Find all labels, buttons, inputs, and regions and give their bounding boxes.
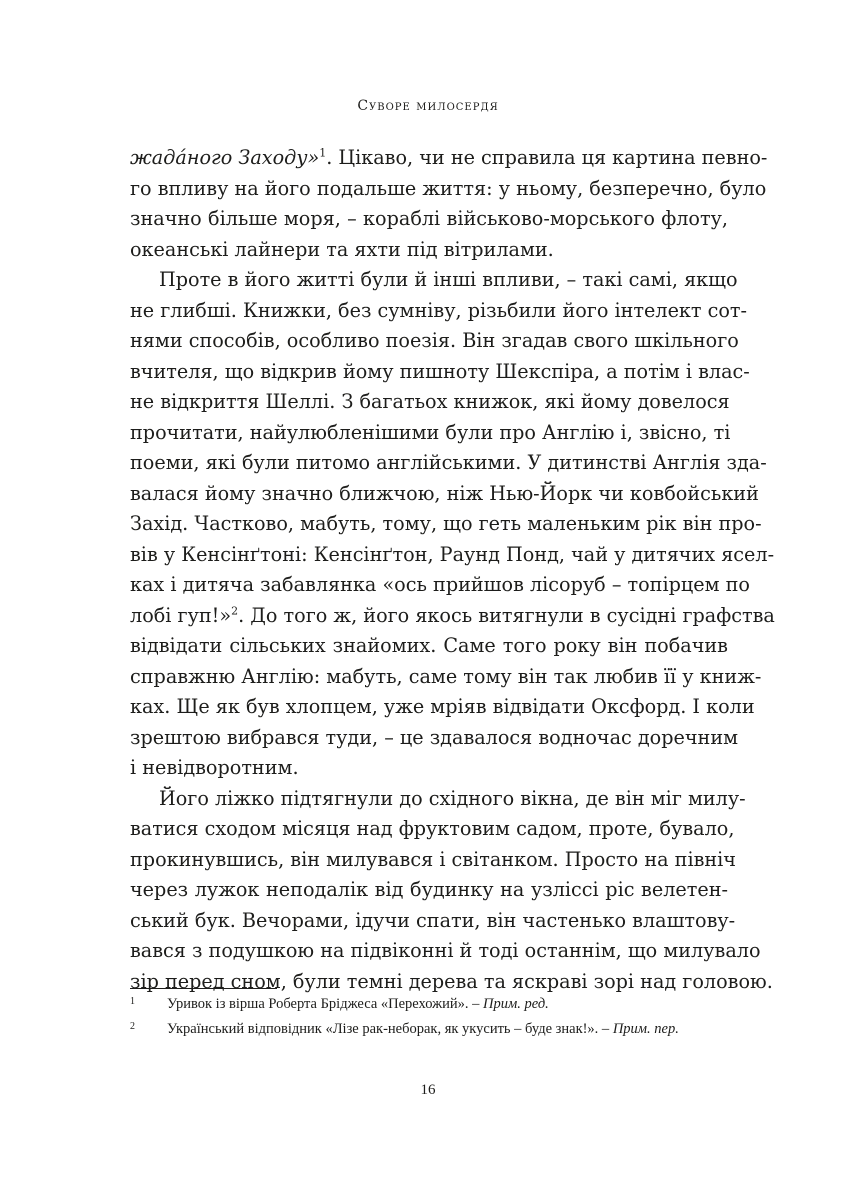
text-line: вів у Кенсінґтоні: Кенсінґтон, Раунд Понд, чай у дитячих ясел-	[130, 542, 775, 566]
text-line: справжню Англію: мабуть, саме тому він так любив її у книж-	[130, 664, 762, 688]
text-line: прочитати, найулюбленішими були про Англію і, звісно, ті	[130, 420, 731, 444]
text-line	[130, 601, 775, 632]
text-line: прокинувшись, він милувався і світанком. Просто на північ	[130, 847, 736, 871]
footnote-ref-2[interactable]: 2	[231, 604, 239, 618]
text-line	[130, 143, 768, 174]
text-line: нями способів, особливо поезія. Він згадав свого шкільного	[130, 329, 739, 352]
text-line: і невідворотним.	[130, 756, 299, 779]
text-line: зрештою вибрався туди, – це здавалося водночас доречним	[130, 725, 739, 749]
text-fragment: . Цікаво, чи не справила ця картина певно-	[326, 146, 768, 169]
italic-quote: жада́ного Заходу»	[130, 146, 320, 169]
text-line: Захід. Частково, мабуть, тому, що геть маленьким рік він про-	[130, 512, 762, 535]
text-line: го впливу на його подальше життя: у ньому, безперечно, було	[130, 176, 767, 200]
text-line: Його ліжко підтягнули до східного вікна, де він міг милу-	[159, 786, 746, 810]
text-line: Проте в його житті були й інші впливи, – такі самі, якщо	[159, 268, 738, 291]
text-line: значно більше моря, – кораблі військово-морського флоту,	[130, 207, 728, 230]
text-line: зір перед сном, були темні дерева та яскраві зорі над головою.	[130, 969, 773, 993]
footnote-text: Уривок із вірша Роберта Бріджеса «Перехожий». –	[167, 996, 484, 1012]
paragraph-1	[130, 143, 768, 265]
text-line: валася йому значно ближчою, ніж Нью-Йорк чи ковбойський	[130, 481, 759, 505]
footnote-number: 1	[130, 996, 135, 1007]
text-line: океанські лайнери та яхти під вітрилами.	[130, 237, 554, 261]
footnote-number: 2	[130, 1021, 135, 1032]
text-fragment: . До того ж, його якось витягнули в сусідні графства	[238, 603, 775, 627]
footnote-2	[130, 1019, 730, 1040]
text-line: ватися сходом місяця над фруктовим садом, проте, бувало,	[130, 817, 735, 840]
main-text	[130, 143, 775, 997]
text-line: ках і дитяча забавлянка «ось прийшов лісоруб – топірцем по	[130, 573, 750, 596]
text-line: ках. Ще як був хлопцем, уже мріяв відвідати Оксфорд. І коли	[130, 695, 755, 718]
footnote-editor-note: Прим. ред.	[483, 996, 549, 1012]
text-line: через лужок неподалік від будинку на узліссі ріс велетен-	[130, 878, 728, 901]
text-line: ський бук. Вечорами, ідучи спати, він частенько влаштову-	[130, 908, 736, 932]
paragraph-2	[130, 265, 775, 784]
footnote-ref-1[interactable]: 1	[319, 146, 327, 160]
footnotes	[130, 994, 730, 1044]
text-fragment: лобі гуп!»	[130, 603, 232, 627]
text-line: поеми, які були питомо англійськими. У дитинстві Англія зда-	[130, 451, 767, 474]
text-line: не глибші. Книжки, без сумніву, різьбили його інтелект сот-	[130, 298, 748, 322]
footnote-translator-note: Прим. пер.	[612, 1021, 679, 1037]
paragraph-3	[130, 784, 773, 998]
text-line: відвідати сільських знайомих. Саме того року він побачив	[130, 634, 728, 657]
footnote-text: Український відповідник «Лізе рак-неборак, як укусить – буде знак!». –	[167, 1021, 613, 1037]
text-line: не відкриття Шеллі. З багатьох книжок, які йому довелося	[130, 390, 730, 413]
text-line: вався з подушкою на підвіконні й тоді останнім, що милувало	[130, 939, 761, 962]
footnote-1	[130, 994, 730, 1015]
page-number: 16	[420, 1082, 436, 1098]
running-title: Суворе милосердя	[357, 98, 499, 114]
text-line: вчителя, що відкрив йому пишноту Шекспіра, а потім і влас-	[130, 359, 750, 383]
footnote-divider	[130, 988, 277, 989]
